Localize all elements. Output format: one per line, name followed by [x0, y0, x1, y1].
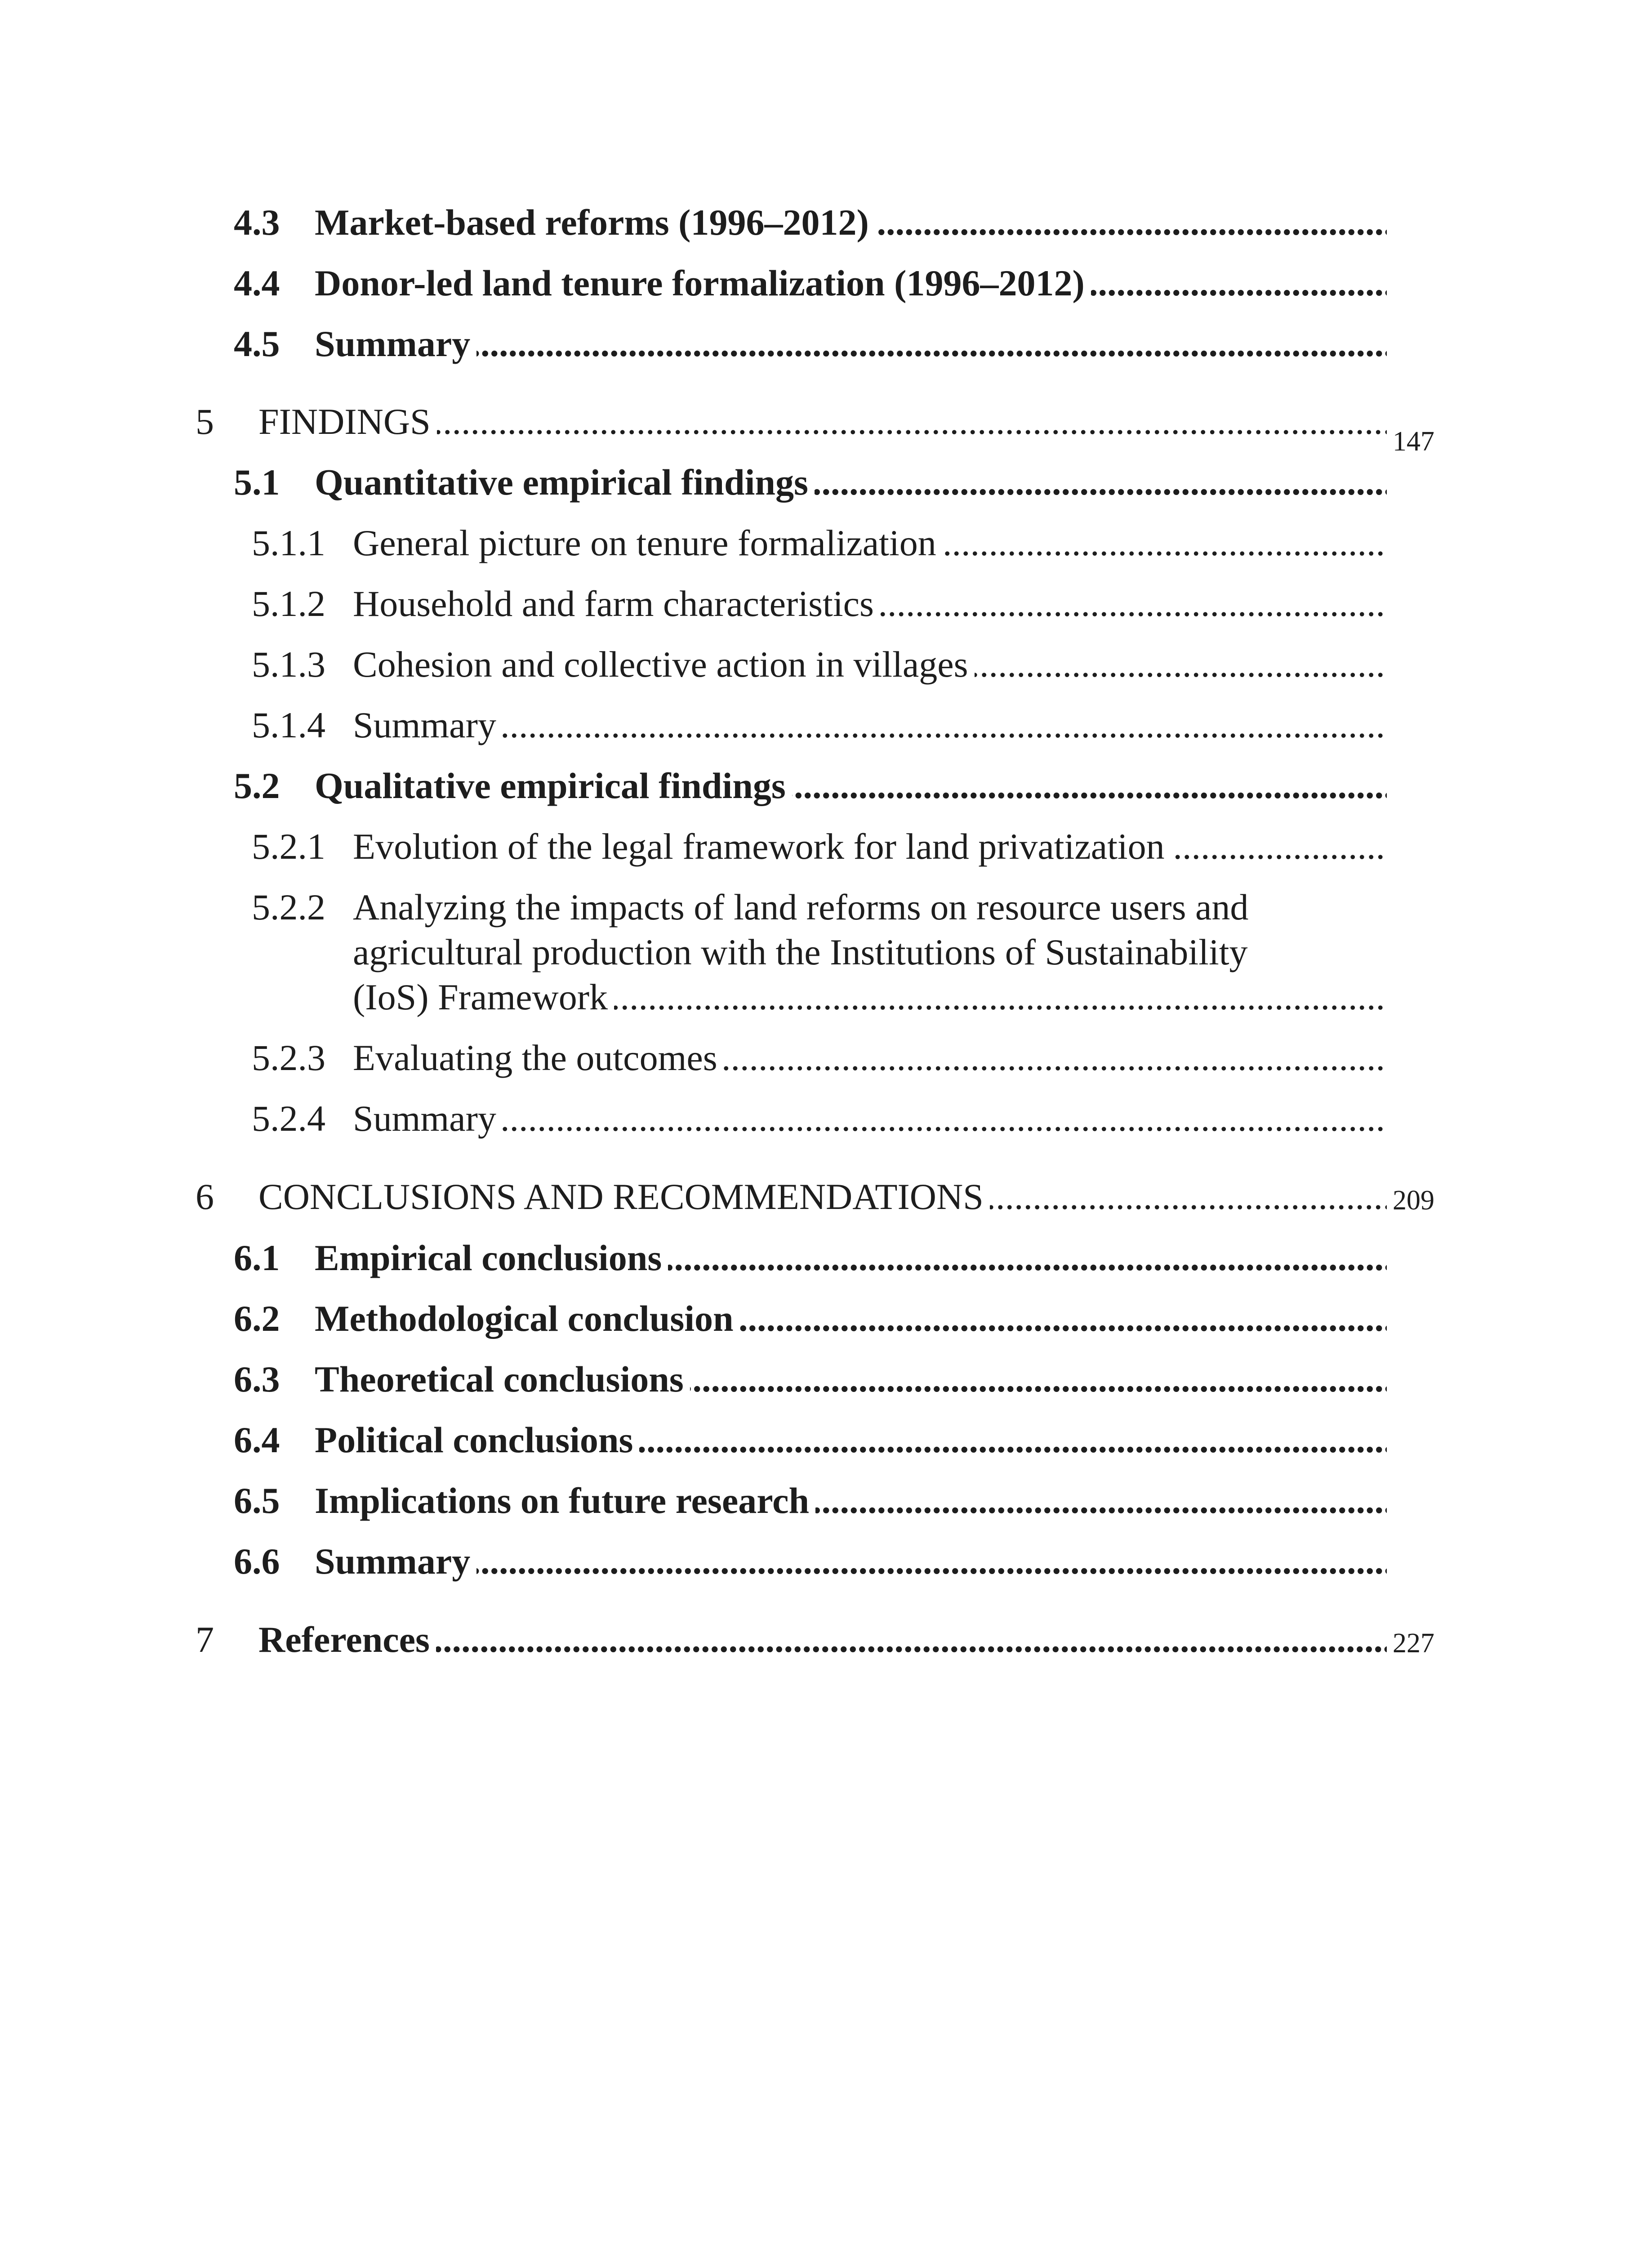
section-number: 5.1 [234, 462, 280, 503]
section-title: Quantitative empirical findings ..... [315, 460, 1387, 505]
section-number: 6.3 [234, 1359, 280, 1400]
section-number: 4.5 [234, 323, 280, 364]
section-title: Summary ..... [315, 321, 1387, 366]
subsection-number: 5.1.3 [252, 644, 325, 685]
subsection-title: Household and farm characteristics ..... [353, 581, 1387, 626]
subsection-title [353, 885, 1387, 1020]
section-number: 6.5 [234, 1480, 280, 1521]
section-number: 5.2 [234, 765, 280, 806]
subsection-number: 5.2.1 [252, 826, 325, 867]
subsection-title: Evaluating the outcomes ..... [353, 1035, 1387, 1080]
section-number: 6.1 [234, 1237, 280, 1278]
section-number: 4.4 [234, 263, 280, 303]
subsection-title: General picture on tenure formalization ..... [353, 521, 1387, 566]
title-line-1: Analyzing the impacts of land reforms on resource users and [353, 887, 1249, 928]
section-title: Qualitative empirical findings ..... [315, 763, 1387, 808]
subsection-number: 5.1.4 [252, 705, 325, 745]
page-number: 209 [1393, 1185, 1434, 1216]
subsection-title: Evolution of the legal framework for land privatization ..... [353, 824, 1387, 869]
subsection-title: Summary ..... [353, 703, 1387, 748]
section-title: Methodological conclusion ..... [315, 1296, 1387, 1341]
section-number: 4.3 [234, 202, 280, 243]
subsection-number: 5.2.4 [252, 1098, 325, 1139]
chapter-number: 7 [196, 1619, 214, 1660]
chapter-title: FINDINGS ..... [258, 399, 1387, 444]
title-line-3: (IoS) Framework ..... [353, 975, 1387, 1020]
section-number: 6.6 [234, 1541, 280, 1582]
section-title: Empirical conclusions ..... [315, 1236, 1387, 1280]
page-number: 227 [1393, 1628, 1434, 1659]
section-title: Political conclusions ..... [315, 1418, 1387, 1463]
page-number: 147 [1393, 426, 1434, 457]
subsection-number: 5.1.1 [252, 522, 325, 563]
chapter-title: CONCLUSIONS AND RECOMMENDATIONS ..... [258, 1174, 1387, 1219]
subsection-title: Cohesion and collective action in villages ..... [353, 642, 1387, 687]
section-title: Theoretical conclusions ..... [315, 1357, 1387, 1402]
subsection-number: 5.2.3 [252, 1037, 325, 1078]
subsection-title: Summary ..... [353, 1096, 1387, 1141]
title-line-2: agricultural production with the Institutions of Sustainability [353, 932, 1248, 972]
section-title: Implications on future research ..... [315, 1478, 1387, 1523]
chapter-number: 6 [196, 1176, 214, 1217]
subsection-number: 5.1.2 [252, 583, 325, 624]
section-number: 6.2 [234, 1298, 280, 1339]
chapter-title: References ..... [258, 1617, 1387, 1662]
subsection-number: 5.2.2 [252, 887, 325, 928]
section-title: Donor-led land tenure formalization (1996–2012) ..... [315, 261, 1387, 306]
section-title: Summary ..... [315, 1539, 1387, 1584]
chapter-number: 5 [196, 401, 214, 442]
section-title: Market-based reforms (1996–2012) ..... [315, 200, 1387, 245]
section-number: 6.4 [234, 1419, 280, 1460]
